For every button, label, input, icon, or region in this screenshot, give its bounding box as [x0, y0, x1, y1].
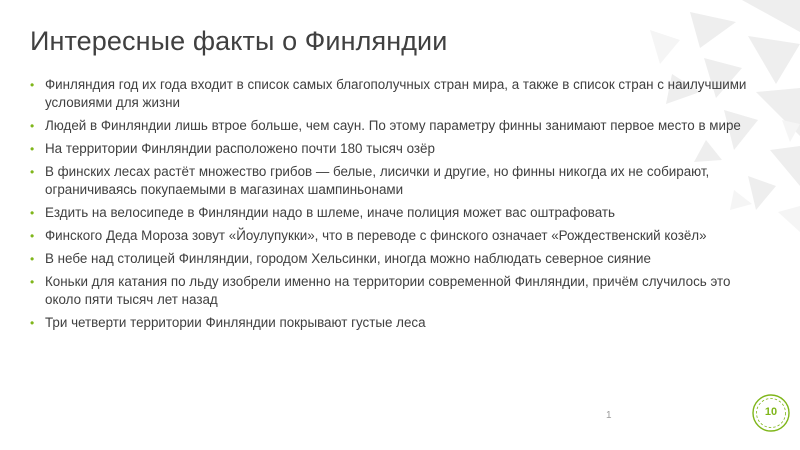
fact-text: Ездить на велосипеде в Финляндии надо в шлеме, иначе полиция может вас оштрафовать	[45, 205, 616, 220]
page-marker: 1	[606, 410, 612, 421]
fact-text: Коньки для катания по льду изобрели именно на территории современной Финляндии, причём случилось это около пяти тысяч лет назад	[45, 274, 731, 307]
fact-text: Три четверти территории Финляндии покрывают густые леса	[45, 315, 426, 330]
fact-text: Финского Деда Мороза зовут «Йоулупукки», что в переводе с финского означает «Рождественский козёл»	[45, 228, 707, 243]
list-item	[30, 204, 770, 222]
list-item	[30, 227, 770, 245]
bullet-icon: •	[30, 206, 35, 220]
bullet-icon: •	[30, 165, 35, 179]
facts-list	[30, 76, 770, 337]
slide-title: Интересные факты о Финляндии	[30, 26, 448, 56]
fact-text: Людей в Финляндии лишь втрое больше, чем саун. По этому параметру финны занимают первое место в мире	[45, 118, 741, 133]
fact-text: В небе над столицей Финляндии, городом Хельсинки, иногда можно наблюдать северное сияние	[45, 251, 651, 266]
list-item	[30, 273, 770, 309]
list-item	[30, 140, 770, 158]
fact-text: В финских лесах растёт множество грибов — белые, лисички и другие, но финны никогда их не собирают, ограничиваясь покупаемыми в магазинах шампиньонами	[45, 164, 710, 197]
bullet-icon: •	[30, 142, 35, 156]
list-item	[30, 250, 770, 268]
bullet-icon: •	[30, 252, 35, 266]
fact-text: Финляндия год их года входит в список самых благополучных стран мира, а также в список стран с наилучшими условиями для жизни	[45, 77, 747, 110]
list-item	[30, 163, 770, 199]
bullet-icon: •	[30, 78, 35, 92]
list-item	[30, 314, 770, 332]
bullet-icon: •	[30, 119, 35, 133]
bullet-icon: •	[30, 316, 35, 330]
page-number: 10	[764, 406, 778, 418]
list-item	[30, 117, 770, 135]
bullet-icon: •	[30, 229, 35, 243]
bullet-icon: •	[30, 275, 35, 289]
list-item	[30, 76, 770, 112]
fact-text: На территории Финляндии расположено почти 180 тысяч озёр	[45, 141, 435, 156]
